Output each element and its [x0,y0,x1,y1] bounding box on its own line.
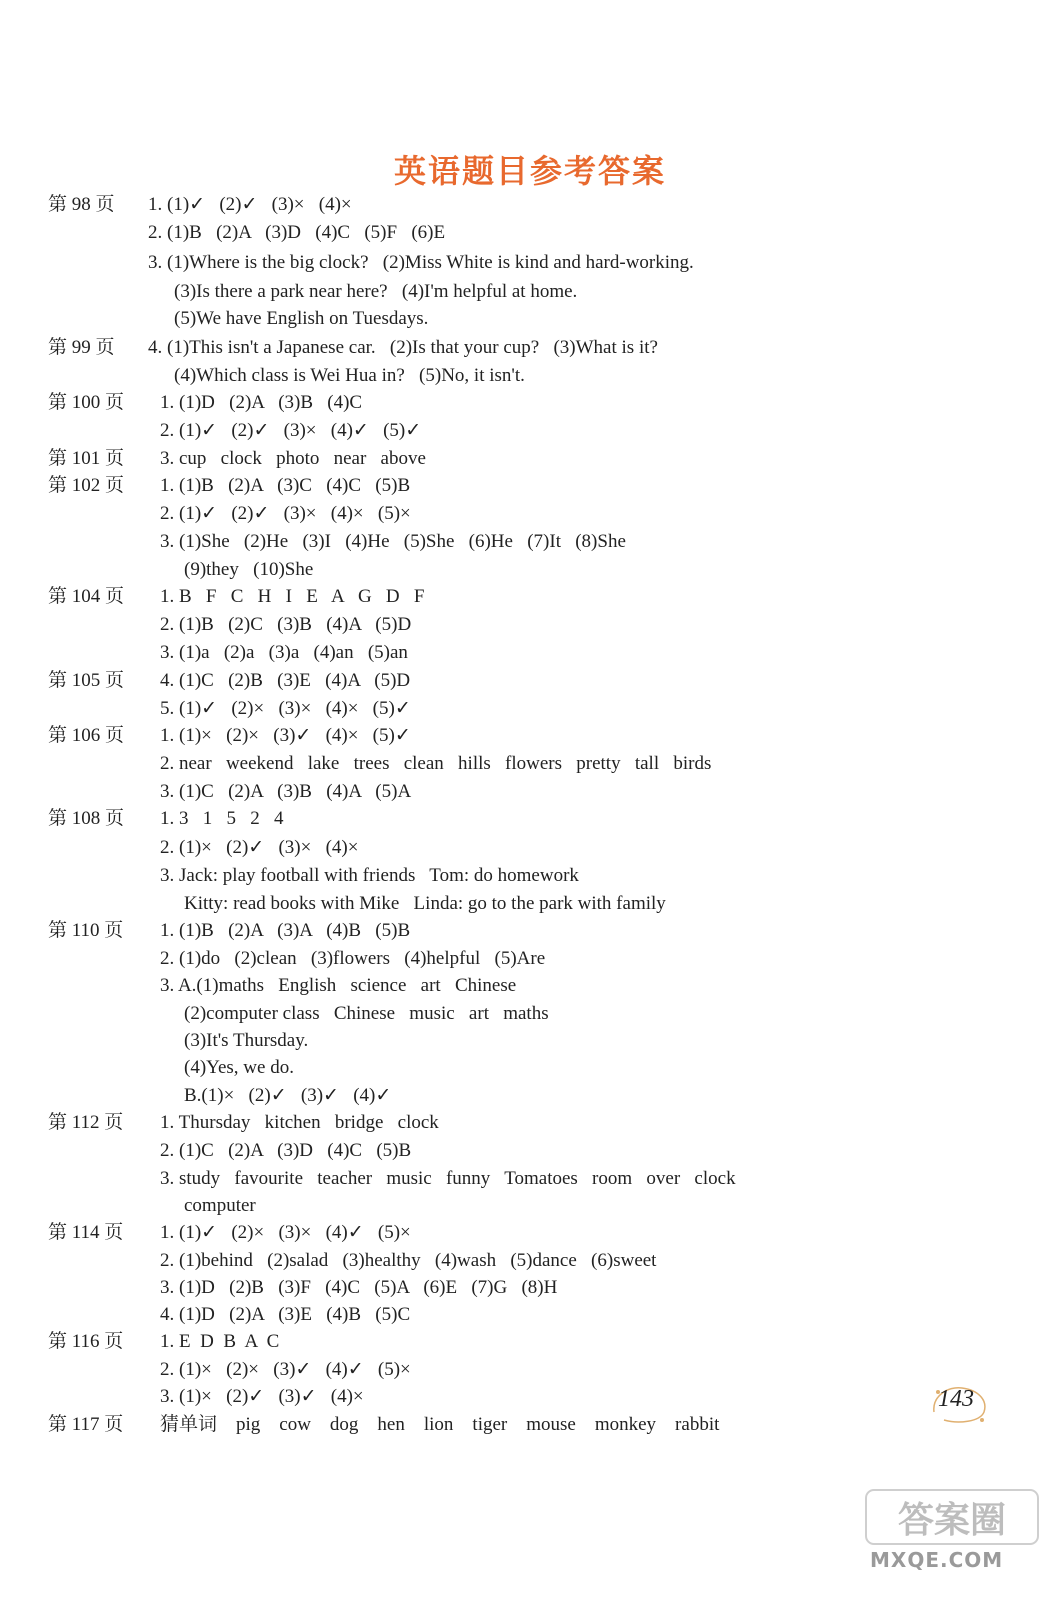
answer-line: 3. (1)She (2)He (3)I (4)He (5)She (6)He (7)It (8)She [160,531,626,552]
answer-line: B.(1)× (2)✓ (3)✓ (4)✓ [184,1085,392,1106]
answer-line: (2)computer class Chinese music art maths [184,1003,549,1024]
answer-line: 1. 3 1 5 2 4 [160,808,284,829]
page-label: 第 100 页 [48,392,125,413]
answer-line: 1. (1)✓ (2)× (3)× (4)✓ (5)× [160,1222,411,1243]
watermark-url: MXQE.COM [870,1548,1004,1572]
answer-line: 5. (1)✓ (2)× (3)× (4)× (5)✓ [160,698,411,719]
page-label: 第 110 页 [48,920,124,941]
page-number: 143 [938,1386,974,1412]
answer-line: 1. B F C H I E A G D F [160,586,425,607]
answer-line: 2. (1)behind (2)salad (3)healthy (4)wash (5)dance (6)sweet [160,1250,657,1271]
answer-line: 1. Thursday kitchen bridge clock [160,1112,439,1133]
page-label: 第 102 页 [48,475,125,496]
answer-line: 3. Jack: play football with friends Tom: do homework [160,865,579,886]
page-label: 第 104 页 [48,586,125,607]
svg-text:答案圈: 答案圈 [897,1500,1007,1541]
answer-line: 4. (1)C (2)B (3)E (4)A (5)D [160,670,411,691]
answer-line: 2. (1)× (2)× (3)✓ (4)✓ (5)× [160,1359,411,1380]
answer-line: (4)Which class is Wei Hua in? (5)No, it isn't. [174,365,525,386]
page-title: 英语题目参考答案 [393,152,666,190]
page-label: 第 98 页 [48,194,115,215]
answer-line: 1. (1)D (2)A (3)B (4)C [160,392,363,413]
page-label: 第 101 页 [48,448,125,469]
answer-line: 4. (1)This isn't a Japanese car. (2)Is that your cup? (3)What is it? [148,337,658,358]
answer-line: (3)Is there a park near here? (4)I'm helpful at home. [174,281,578,302]
answer-line: 3. (1)a (2)a (3)a (4)an (5)an [160,642,408,663]
answer-line: 1. E D B A C [160,1331,280,1352]
page-label: 第 99 页 [48,337,115,358]
page-label: 第 108 页 [48,808,125,829]
page-label: 第 106 页 [48,725,125,746]
answer-line: 1. (1)✓ (2)✓ (3)× (4)× [148,194,352,215]
answer-line: 2. (1)✓ (2)✓ (3)× (4)× (5)× [160,503,411,524]
answer-line: 2. (1)× (2)✓ (3)× (4)× [160,837,359,858]
answer-line: (9)they (10)She [184,559,314,580]
answer-line: computer [184,1195,256,1216]
page-label: 第 117 页 [48,1414,124,1435]
answer-line: 3. study favourite teacher music funny Tomatoes room over clock [160,1168,736,1189]
answer-line: Kitty: read books with Mike Linda: go to the park with family [184,893,666,914]
answer-line: (3)It's Thursday. [184,1030,309,1051]
page-label: 第 116 页 [48,1331,124,1352]
answer-line: 1. (1)× (2)× (3)✓ (4)× (5)✓ [160,725,411,746]
page-label: 第 112 页 [48,1112,124,1133]
answer-line: 4. (1)D (2)A (3)E (4)B (5)C [160,1304,411,1325]
answer-line: 2. (1)✓ (2)✓ (3)× (4)✓ (5)✓ [160,420,422,441]
answer-line: (5)We have English on Tuesdays. [174,308,429,329]
answer-line: 3. A.(1)maths English science art Chinese [160,975,517,996]
answer-line: 3. (1)Where is the big clock? (2)Miss White is kind and hard-working. [148,252,694,273]
answer-line: 3. (1)× (2)✓ (3)✓ (4)× [160,1386,364,1407]
answer-line: 2. (1)B (2)C (3)B (4)A (5)D [160,614,412,635]
answer-line: 3. (1)C (2)A (3)B (4)A (5)A [160,781,412,802]
answer-line: 猜单词 pig cow dog hen lion tiger mouse monkey rabbit [160,1414,720,1435]
answer-line: 1. (1)B (2)A (3)A (4)B (5)B [160,920,411,941]
answer-line: 2. (1)B (2)A (3)D (4)C (5)F (6)E [148,222,446,243]
answer-line: 2. (1)do (2)clean (3)flowers (4)helpful (5)Are [160,948,546,969]
answer-line: (4)Yes, we do. [184,1057,294,1078]
answer-line: 2. near weekend lake trees clean hills flowers pretty tall birds [160,753,712,774]
answer-line: 3. (1)D (2)B (3)F (4)C (5)A (6)E (7)G (8)H [160,1277,558,1298]
page-label: 第 114 页 [48,1222,124,1243]
answer-line: 2. (1)C (2)A (3)D (4)C (5)B [160,1140,412,1161]
page-label: 第 105 页 [48,670,125,691]
answer-line: 3. cup clock photo near above [160,448,426,469]
answer-line: 1. (1)B (2)A (3)C (4)C (5)B [160,475,411,496]
